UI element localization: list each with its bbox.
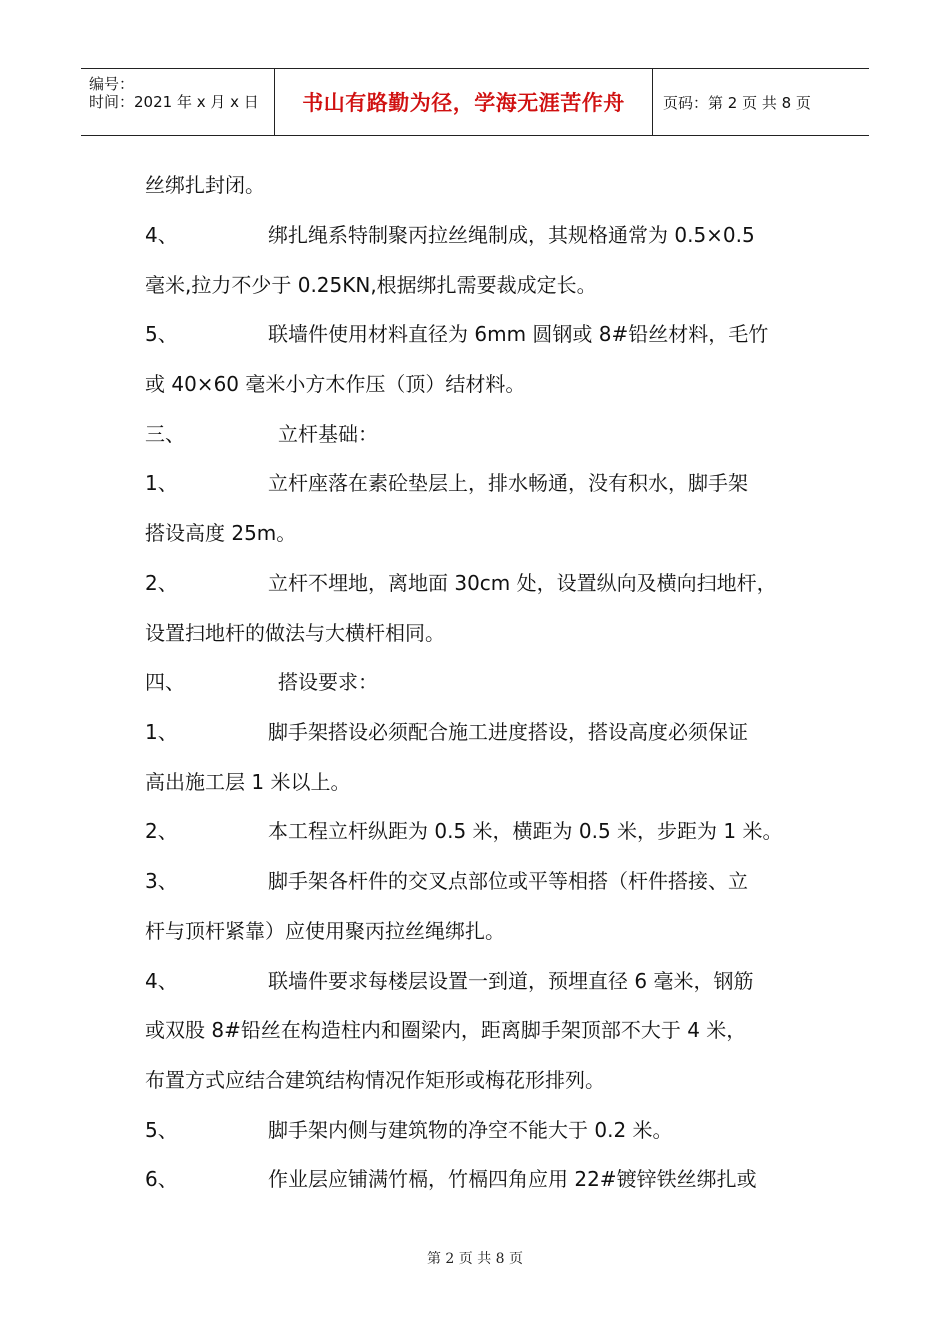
paragraph-line: 或双股 8#铅丝在构造柱内和圈梁内，距离脚手架顶部不大于 4 米，: [145, 1018, 747, 1042]
item-number: 4、: [145, 969, 178, 993]
paragraph-line: 高出施工层 1 米以上。: [145, 770, 351, 794]
header-motto-cell: [275, 69, 653, 135]
item-number: 4、: [145, 223, 178, 247]
paragraph-line: 布置方式应结合建筑结构情况作矩形或梅花形排列。: [145, 1068, 605, 1092]
section-number: 四、: [145, 670, 185, 694]
paragraph-line: 脚手架内侧与建筑物的净空不能大于 0.2 米。: [268, 1118, 673, 1142]
paragraph-line: 或 40×60 毫米小方木作压（顶）结材料。: [145, 372, 526, 396]
item-number: 2、: [145, 571, 178, 595]
page-header: [81, 68, 869, 136]
paragraph-line: 立杆不埋地，离地面 30cm 处，设置纵向及横向扫地杆，: [268, 571, 777, 595]
item-number: 5、: [145, 322, 178, 346]
paragraph-line: 联墙件使用材料直径为 6mm 圆钢或 8#铅丝材料，毛竹: [268, 322, 769, 346]
item-number: 1、: [145, 471, 178, 495]
page-label: 页码：第 2 页 共 8 页: [663, 93, 811, 112]
paragraph-line: 本工程立杆纵距为 0.5 米，横距为 0.5 米，步距为 1 米。: [268, 819, 783, 843]
paragraph-line: 丝绑扎封闭。: [145, 173, 265, 197]
section-heading: 搭设要求：: [278, 670, 378, 694]
item-number: 6、: [145, 1167, 178, 1191]
header-page-cell: [653, 69, 869, 135]
header-meta: [81, 69, 275, 135]
paragraph-line: 毫米,拉力不少于 0.25KN,根据绑扎需要裁成定长。: [145, 273, 597, 297]
section-number: 三、: [145, 422, 185, 446]
item-number: 3、: [145, 869, 178, 893]
paragraph-line: 作业层应铺满竹槅，竹槅四角应用 22#镀锌铁丝绑扎或: [268, 1167, 757, 1191]
paragraph-line: 立杆座落在素砼垫层上，排水畅通，没有积水，脚手架: [268, 471, 748, 495]
paragraph-line: 脚手架搭设必须配合施工进度搭设，搭设高度必须保证: [268, 720, 748, 744]
paragraph-line: 杆与顶杆紧靠）应使用聚丙拉丝绳绑扎。: [145, 919, 505, 943]
item-number: 1、: [145, 720, 178, 744]
paragraph-line: 绑扎绳系特制聚丙拉丝绳制成，其规格通常为 0.5×0.5: [268, 223, 755, 247]
item-number: 5、: [145, 1118, 178, 1142]
item-number: 2、: [145, 819, 178, 843]
paragraph-line: 联墙件要求每楼层设置一到道，预埋直径 6 毫米，钢筋: [268, 969, 754, 993]
paragraph-line: 脚手架各杆件的交叉点部位或平等相搭（杆件搭接、立: [268, 869, 748, 893]
paragraph-line: 搭设高度 25m。: [145, 521, 297, 545]
paragraph-line: 设置扫地杆的做法与大横杆相同。: [145, 621, 445, 645]
motto: 书山有路勤为径，学海无涯苦作舟: [302, 91, 625, 115]
page-footer: 第 2 页 共 8 页: [426, 1251, 524, 1267]
section-heading: 立杆基础：: [278, 422, 378, 446]
number-label: 编号：: [89, 75, 135, 93]
date-label: 时间：2021 年 x 月 x 日: [89, 93, 259, 111]
